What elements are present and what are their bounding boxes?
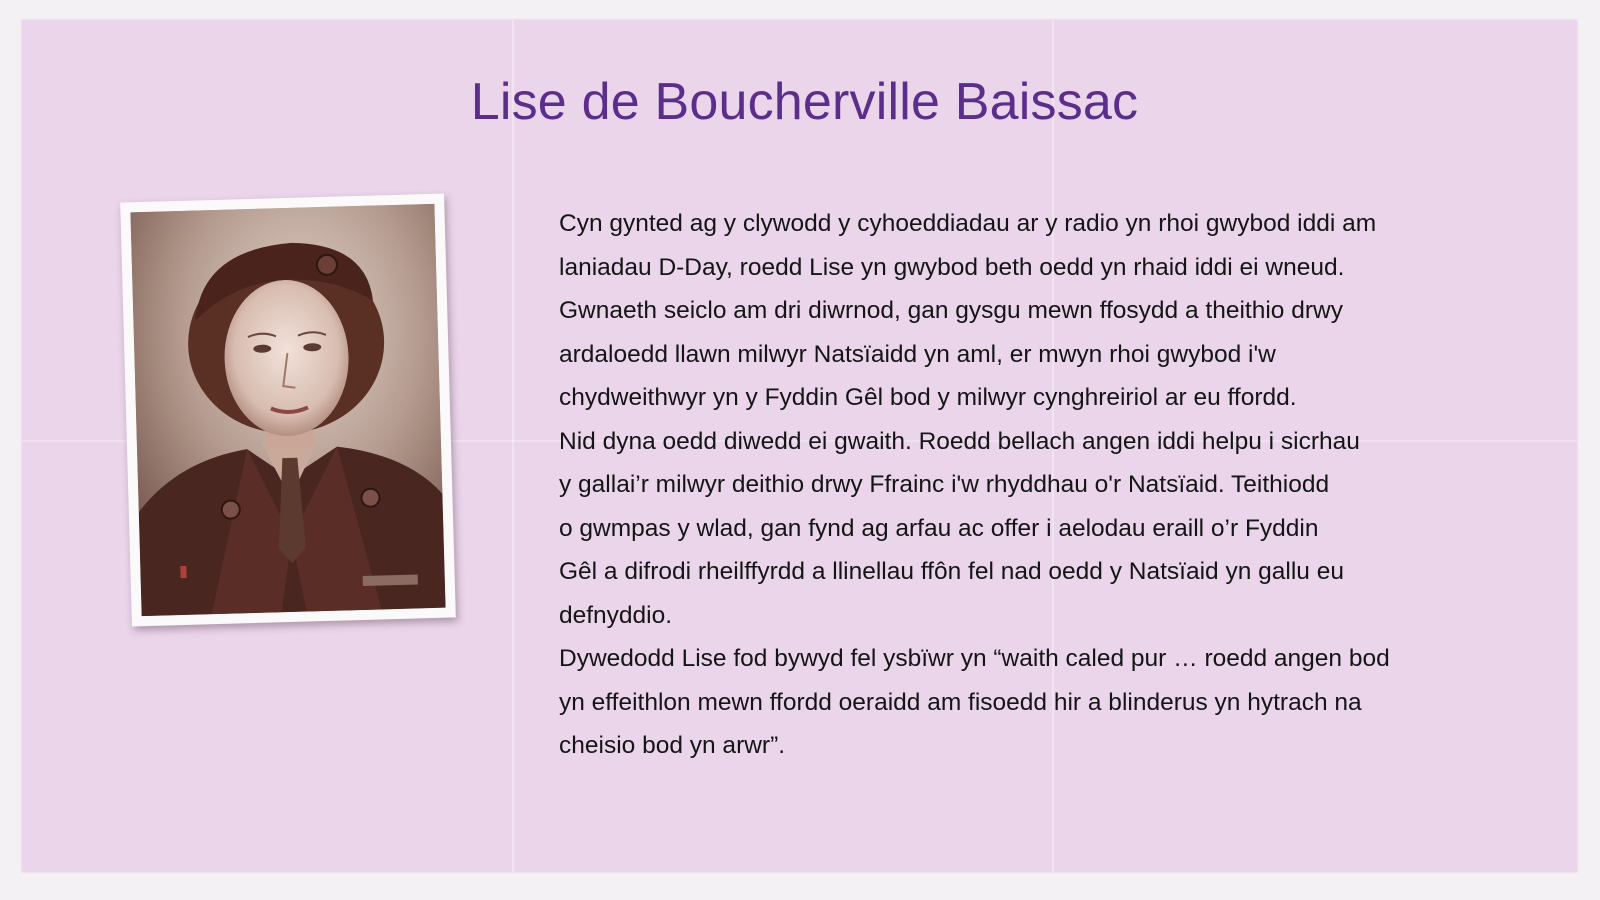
body-text-line: Cyn gynted ag y clywodd y cyhoeddiadau ar y radio yn rhoi gwybod iddi am	[559, 210, 1377, 237]
slide-title: Lise de Boucherville Baissac	[470, 73, 1139, 131]
body-text-line: laniadau D-Day, roedd Lise yn gwybod beth oedd yn rhaid iddi ei wneud.	[559, 253, 1345, 281]
body-text-line: Gêl a difrodi rheilffyrdd a llinellau ffôn fel nad oedd y Natsïaid yn gallu eu	[559, 558, 1344, 585]
body-text-line: Nid dyna oedd diwedd ei gwaith. Roedd bellach angen iddi helpu i sicrhau	[559, 427, 1360, 455]
body-text	[559, 202, 1459, 768]
body-text-line: ardaloedd llawn milwyr Natsïaidd yn aml, er mwyn rhoi gwybod i'w	[559, 340, 1276, 368]
body-text-line: defnyddio.	[559, 601, 673, 629]
body-text-line: cheisio bod yn arwr”.	[559, 732, 786, 759]
body-text-line: yn effeithlon mewn ffordd oeraidd am fisoedd hir a blinderus yn hytrach na	[559, 688, 1362, 716]
portrait-photo-illustration	[130, 204, 445, 616]
body-text-line: Gwnaeth seiclo am dri diwrnod, gan gysgu mewn ffosydd a theithio drwy	[559, 297, 1343, 324]
slide-paper	[22, 20, 1577, 872]
body-text-line: o gwmpas y wlad, gan fynd ag arfau ac offer i aelodau eraill o’r Fyddin	[559, 514, 1319, 542]
portrait-photo-frame	[120, 194, 456, 627]
body-text-line: Dywedodd Lise fod bywyd fel ysbïwr yn “waith caled pur … roedd angen bod	[559, 645, 1390, 672]
body-text-line: chydweithwyr yn y Fyddin Gêl bod y milwyr cynghreiriol ar eu ffordd.	[559, 384, 1297, 411]
body-text-line: y gallai’r milwyr deithio drwy Ffrainc i'w rhyddhau o'r Natsïaid. Teithiodd	[559, 471, 1330, 498]
portrait-photo	[130, 204, 445, 616]
fold-crease	[512, 20, 514, 872]
